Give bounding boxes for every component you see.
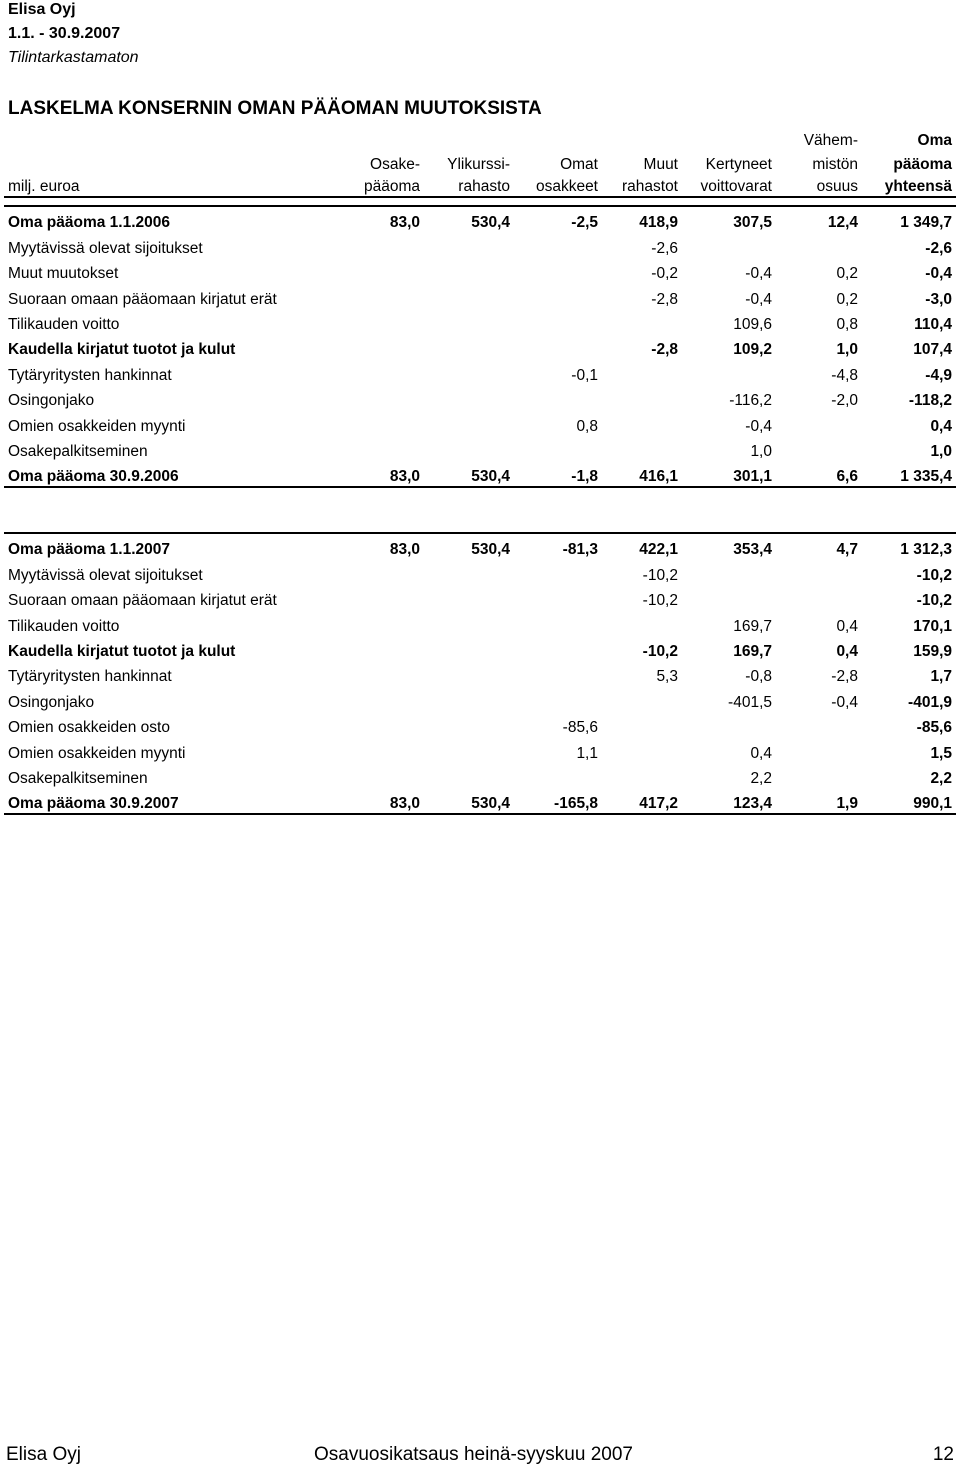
- value-cell: [776, 559, 862, 584]
- value-cell: 5,3: [656, 668, 678, 686]
- value-cell: 169,7: [733, 642, 772, 660]
- value-cell: [424, 585, 514, 610]
- value-cell: [776, 763, 862, 788]
- reporting-period: 1.1. - 30.9.2007: [8, 25, 121, 42]
- value-cell: [424, 737, 514, 762]
- header-cell: Muut: [643, 156, 678, 173]
- total-cell: 1,0: [930, 442, 952, 460]
- value-cell: [424, 436, 514, 461]
- value-cell: [514, 334, 602, 359]
- value-cell: [514, 686, 602, 711]
- value-cell: 353,4: [682, 533, 776, 559]
- value-cell: 418,9: [602, 206, 682, 232]
- value-cell: -116,2: [729, 392, 772, 410]
- total-cell: -4,9: [925, 366, 952, 384]
- total-cell: 2,2: [930, 769, 952, 787]
- value-cell: -0,4: [745, 417, 772, 435]
- value-cell: [602, 436, 682, 461]
- table-row: [4, 206, 956, 232]
- value-cell: [776, 585, 862, 610]
- total-cell: 0,4: [930, 417, 952, 435]
- value-cell: -2,5: [514, 206, 602, 232]
- value-cell: [424, 410, 514, 435]
- row-label: Osingonjako: [8, 392, 95, 410]
- value-cell: -85,6: [562, 719, 598, 737]
- total-cell: 1,7: [930, 668, 952, 686]
- row-label: Suoraan omaan pääomaan kirjatut erät: [8, 592, 277, 610]
- company-name: Elisa Oyj: [8, 1, 76, 18]
- total-cell: 1,5: [930, 744, 952, 762]
- footer-company: Elisa Oyj: [6, 1444, 81, 1465]
- row-label: Omien osakkeiden myynti: [8, 744, 186, 762]
- value-cell: -10,2: [642, 642, 678, 660]
- row-label: Oma pääoma 30.9.2007: [4, 788, 334, 814]
- value-cell: 1,9: [776, 788, 862, 814]
- total-cell: 107,4: [913, 341, 952, 359]
- header-cell: Vähem-: [803, 132, 858, 149]
- total-cell: 170,1: [913, 617, 952, 635]
- value-cell: [514, 436, 602, 461]
- value-cell: 169,7: [733, 617, 772, 635]
- row-label: Kaudella kirjatut tuotot ja kulut: [8, 341, 236, 359]
- value-cell: [334, 610, 424, 635]
- header-cell: [4, 150, 334, 174]
- value-cell: 123,4: [682, 788, 776, 814]
- value-cell: [514, 636, 602, 661]
- value-cell: [514, 385, 602, 410]
- value-cell: [334, 585, 424, 610]
- table-row: [4, 283, 956, 308]
- value-cell: 2,2: [750, 769, 772, 787]
- row-label: Muut muutokset: [8, 265, 119, 283]
- value-cell: 307,5: [682, 206, 776, 232]
- table-row: [4, 712, 956, 737]
- value-cell: 0,4: [836, 642, 858, 660]
- header-cell: Osake-: [370, 156, 420, 173]
- value-cell: 422,1: [602, 533, 682, 559]
- value-cell: [334, 359, 424, 384]
- value-cell: [514, 763, 602, 788]
- value-cell: [424, 283, 514, 308]
- value-cell: [514, 559, 602, 584]
- value-cell: [334, 334, 424, 359]
- value-cell: 83,0: [334, 461, 424, 487]
- value-cell: 83,0: [334, 788, 424, 814]
- total-cell: 1 349,7: [862, 206, 956, 232]
- value-cell: 83,0: [334, 206, 424, 232]
- value-cell: 301,1: [682, 461, 776, 487]
- value-cell: 0,8: [836, 315, 858, 333]
- value-cell: [334, 410, 424, 435]
- value-cell: [424, 359, 514, 384]
- table-row: [4, 533, 956, 559]
- value-cell: [682, 585, 776, 610]
- table-row: [4, 309, 956, 334]
- row-label: Osakepalkitseminen: [8, 442, 148, 460]
- value-cell: -1,8: [514, 461, 602, 487]
- value-cell: [334, 686, 424, 711]
- row-label: Oma pääoma 30.9.2006: [4, 461, 334, 487]
- value-cell: 109,2: [733, 341, 772, 359]
- value-cell: [514, 585, 602, 610]
- value-cell: [334, 232, 424, 257]
- header-row-1: [4, 126, 956, 150]
- value-cell: [514, 258, 602, 283]
- row-label: Tilikauden voitto: [8, 315, 120, 333]
- value-cell: -0,2: [651, 265, 678, 283]
- table-row: [4, 636, 956, 661]
- value-cell: 530,4: [424, 206, 514, 232]
- value-cell: -2,8: [651, 290, 678, 308]
- table-row: [4, 737, 956, 762]
- value-cell: [334, 559, 424, 584]
- value-cell: [424, 559, 514, 584]
- table-row: [4, 585, 956, 610]
- column-header-table: [4, 126, 956, 198]
- value-cell: -0,4: [745, 290, 772, 308]
- value-cell: [514, 309, 602, 334]
- total-cell: -118,2: [908, 392, 952, 410]
- value-cell: -10,2: [642, 566, 678, 584]
- value-cell: -0,1: [571, 366, 598, 384]
- value-cell: [776, 232, 862, 257]
- value-cell: -2,6: [651, 239, 678, 257]
- value-cell: [776, 737, 862, 762]
- value-cell: [602, 385, 682, 410]
- value-cell: -10,2: [642, 592, 678, 610]
- table-row: [4, 763, 956, 788]
- row-label: Myytävissä olevat sijoitukset: [8, 239, 203, 257]
- row-label: Tilikauden voitto: [8, 617, 120, 635]
- value-cell: 1,0: [836, 341, 858, 359]
- value-cell: -0,8: [745, 668, 772, 686]
- header-cell: rahastot: [602, 174, 682, 197]
- header-cell: [334, 126, 424, 150]
- value-cell: [602, 359, 682, 384]
- total-cell: -3,0: [925, 290, 952, 308]
- equity-table-2007: [4, 532, 956, 815]
- value-cell: [602, 686, 682, 711]
- value-cell: [424, 385, 514, 410]
- value-cell: -401,5: [728, 693, 772, 711]
- value-cell: [776, 436, 862, 461]
- row-label: Myytävissä olevat sijoitukset: [8, 566, 203, 584]
- table-row: [4, 686, 956, 711]
- total-cell: -401,9: [908, 693, 952, 711]
- value-cell: -2,8: [651, 341, 678, 359]
- row-label: Osakepalkitseminen: [8, 769, 148, 787]
- value-cell: 530,4: [424, 788, 514, 814]
- value-cell: [776, 712, 862, 737]
- row-label: Suoraan omaan pääomaan kirjatut erät: [8, 290, 277, 308]
- total-cell: 110,4: [914, 315, 952, 333]
- value-cell: -0,4: [831, 693, 858, 711]
- header-cell: pääoma: [334, 174, 424, 197]
- header-cell: mistön: [812, 156, 858, 173]
- header-cell: Ylikurssi-: [447, 156, 510, 173]
- value-cell: 1,0: [750, 442, 772, 460]
- value-cell: [424, 686, 514, 711]
- value-cell: 0,8: [576, 417, 598, 435]
- value-cell: [424, 334, 514, 359]
- header-cell: [424, 126, 514, 150]
- value-cell: [602, 737, 682, 762]
- header-cell: milj. euroa: [4, 174, 334, 197]
- value-cell: [334, 309, 424, 334]
- value-cell: [682, 359, 776, 384]
- table-row: [4, 461, 956, 487]
- table-row: [4, 232, 956, 257]
- table-row: [4, 661, 956, 686]
- footer-report-title: Osavuosikatsaus heinä-syyskuu 2007: [314, 1444, 633, 1465]
- value-cell: 6,6: [776, 461, 862, 487]
- value-cell: [334, 737, 424, 762]
- value-cell: 416,1: [602, 461, 682, 487]
- page-title: LASKELMA KONSERNIN OMAN PÄÄOMAN MUUTOKSISTA: [8, 98, 542, 119]
- header-cell: osakkeet: [514, 174, 602, 197]
- value-cell: [334, 385, 424, 410]
- value-cell: 417,2: [602, 788, 682, 814]
- value-cell: -0,4: [745, 265, 772, 283]
- total-cell: -2,6: [925, 239, 952, 257]
- header-row-2: [4, 150, 956, 174]
- header-cell: [4, 126, 334, 150]
- total-cell: 1 312,3: [862, 533, 956, 559]
- total-cell: 159,9: [913, 642, 952, 660]
- row-label: Oma pääoma 1.1.2007: [4, 533, 334, 559]
- value-cell: [424, 712, 514, 737]
- header-cell: [682, 126, 776, 150]
- value-cell: [424, 610, 514, 635]
- value-cell: [602, 410, 682, 435]
- value-cell: [682, 559, 776, 584]
- header-cell: Omat: [560, 156, 598, 173]
- value-cell: [334, 661, 424, 686]
- value-cell: 4,7: [776, 533, 862, 559]
- value-cell: -2,0: [831, 392, 858, 410]
- page-number: 12: [932, 1444, 954, 1465]
- total-cell: -85,6: [916, 719, 952, 737]
- value-cell: [334, 636, 424, 661]
- audit-note: Tilintarkastamaton: [8, 49, 139, 66]
- header-cell: [514, 126, 602, 150]
- value-cell: [424, 232, 514, 257]
- header-row-3: [4, 174, 956, 197]
- table-row: [4, 258, 956, 283]
- value-cell: [424, 763, 514, 788]
- value-cell: [682, 232, 776, 257]
- value-cell: [602, 309, 682, 334]
- value-cell: -165,8: [514, 788, 602, 814]
- total-cell: 990,1: [862, 788, 956, 814]
- total-cell: 1 335,4: [862, 461, 956, 487]
- value-cell: 12,4: [776, 206, 862, 232]
- value-cell: [424, 258, 514, 283]
- total-cell: -10,2: [916, 592, 952, 610]
- row-label: Omien osakkeiden osto: [8, 719, 170, 737]
- value-cell: [424, 636, 514, 661]
- value-cell: 530,4: [424, 461, 514, 487]
- value-cell: [334, 763, 424, 788]
- table-row: [4, 436, 956, 461]
- row-label: Kaudella kirjatut tuotot ja kulut: [8, 642, 236, 660]
- table-row: [4, 410, 956, 435]
- value-cell: 0,2: [836, 290, 858, 308]
- value-cell: 0,4: [750, 744, 772, 762]
- value-cell: [602, 610, 682, 635]
- value-cell: [334, 258, 424, 283]
- row-label: Tytäryritysten hankinnat: [8, 668, 172, 686]
- value-cell: [682, 712, 776, 737]
- value-cell: 530,4: [424, 533, 514, 559]
- header-cell: rahasto: [424, 174, 514, 197]
- total-cell: -10,2: [916, 566, 952, 584]
- value-cell: 109,6: [733, 315, 772, 333]
- table-row: [4, 359, 956, 384]
- value-cell: 1,1: [576, 744, 598, 762]
- table-row: [4, 334, 956, 359]
- value-cell: -2,8: [831, 668, 858, 686]
- header-cell: osuus: [776, 174, 862, 197]
- row-label: Osingonjako: [8, 693, 95, 711]
- total-cell: -0,4: [925, 265, 952, 283]
- value-cell: [424, 661, 514, 686]
- header-cell: yhteensä: [862, 174, 956, 197]
- value-cell: [334, 712, 424, 737]
- value-cell: [424, 309, 514, 334]
- value-cell: [514, 661, 602, 686]
- value-cell: [514, 232, 602, 257]
- row-label: Tytäryritysten hankinnat: [8, 366, 172, 384]
- value-cell: [602, 712, 682, 737]
- equity-table-2006: [4, 205, 956, 488]
- header-cell: pääoma: [893, 156, 952, 173]
- value-cell: [776, 410, 862, 435]
- table-row: [4, 610, 956, 635]
- header-cell: Oma: [917, 132, 952, 149]
- row-label: Omien osakkeiden myynti: [8, 417, 186, 435]
- value-cell: [602, 763, 682, 788]
- table-row: [4, 385, 956, 410]
- value-cell: [514, 610, 602, 635]
- value-cell: 0,2: [836, 265, 858, 283]
- value-cell: 0,4: [836, 617, 858, 635]
- header-cell: [602, 126, 682, 150]
- value-cell: 83,0: [334, 533, 424, 559]
- header-cell: voittovarat: [682, 174, 776, 197]
- value-cell: -4,8: [831, 366, 858, 384]
- value-cell: [334, 436, 424, 461]
- value-cell: [334, 283, 424, 308]
- header-cell: Kertyneet: [705, 156, 772, 173]
- table-row: [4, 788, 956, 814]
- table-row: [4, 559, 956, 584]
- row-label: Oma pääoma 1.1.2006: [4, 206, 334, 232]
- value-cell: -81,3: [514, 533, 602, 559]
- value-cell: [514, 283, 602, 308]
